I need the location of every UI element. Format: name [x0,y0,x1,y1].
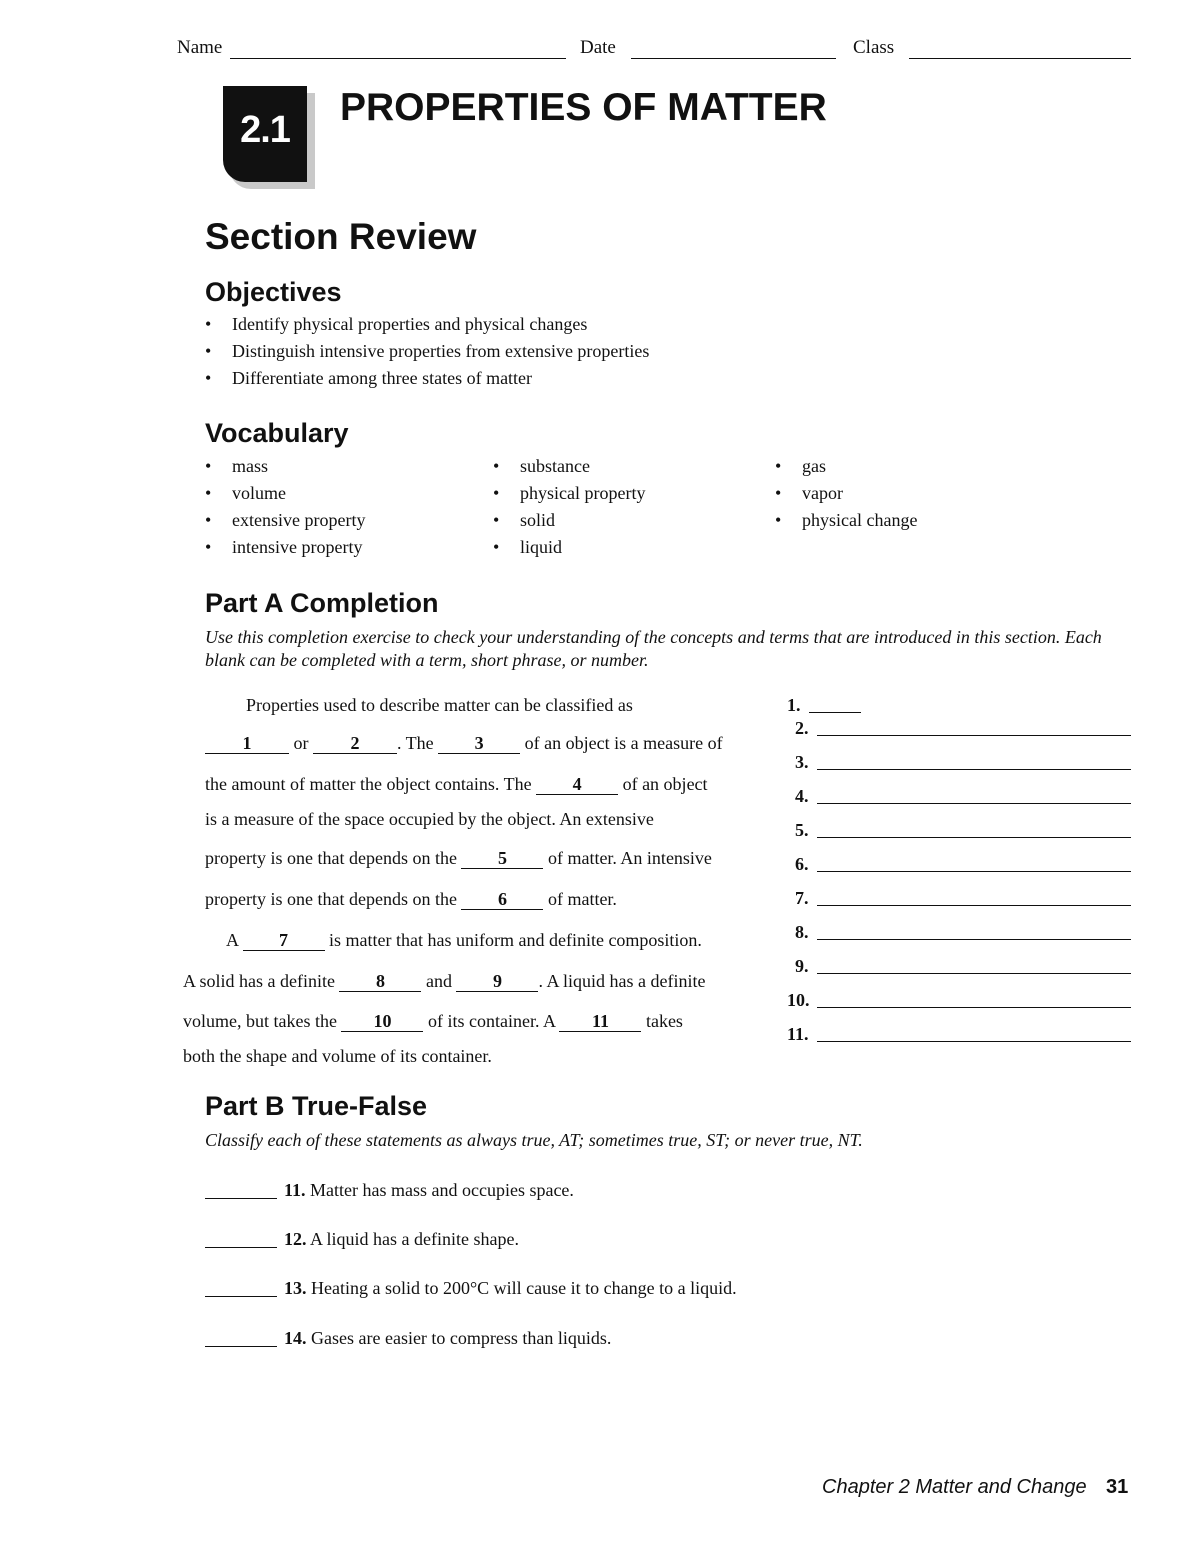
part-b-instructions: Classify each of these statements as always true, AT; sometimes true, ST; or never true, NT. [205,1130,863,1150]
answer-number: 6. [795,854,809,874]
answer-number: 10. [787,990,810,1010]
blank-4: 4 [536,774,618,795]
blank-7: 7 [243,930,325,951]
date-label: Date [580,37,616,58]
text: A solid has a definite [183,971,335,991]
part-a-heading: Part A Completion [205,588,439,618]
paragraph-line [183,1011,683,1032]
statement-text: A liquid has a definite shape. [310,1229,519,1249]
answer-number: 3. [795,752,809,772]
name-field[interactable] [230,58,566,59]
text: property is one that depends on the [205,889,457,909]
vocab-term: • solid [493,507,645,534]
text: of its container. A [427,1011,555,1031]
name-label: Name [177,37,223,58]
vocab-term: • substance [493,453,645,480]
answer-line-5[interactable] [817,837,1131,838]
blank-2: 2 [313,733,397,754]
vocabulary-column-3 [775,453,917,534]
statement-number: 14. [284,1328,307,1348]
paragraph-line [205,733,723,754]
answer-number: 4. [795,786,809,806]
answer-number: 11. [787,1024,809,1044]
vocab-term: • physical change [775,507,917,534]
vocab-term: • mass [205,453,365,480]
answer-number: 8. [795,922,809,942]
vocab-term: • vapor [775,480,917,507]
answer-line-10[interactable] [817,1007,1131,1008]
text: of matter. [547,889,617,909]
answer-number: 5. [795,820,809,840]
tf-statement [284,1278,737,1299]
text: property is one that depends on the [205,848,457,868]
answer-line-7[interactable] [817,905,1131,906]
blank-3: 3 [438,733,520,754]
section-review-heading: Section Review [205,216,477,257]
tf-answer-blank[interactable] [205,1247,277,1248]
text: is matter that has uniform and definite composition. [329,930,702,950]
objective-item: • Distinguish intensive properties from extensive properties [205,338,649,365]
answer-line-1[interactable] [809,712,861,713]
text: the amount of matter the object contains. The [205,774,532,794]
objective-item: • Differentiate among three states of matter [205,365,649,392]
answer-line-11[interactable] [817,1041,1131,1042]
paragraph-line [226,930,702,951]
vocab-term: • liquid [493,534,645,561]
answer-number: 1. [787,695,801,715]
text: of an object is a measure of [524,733,723,753]
vocabulary-column-2 [493,453,645,561]
part-b-heading: Part B True-False [205,1091,428,1121]
text: of matter. An intensive [547,848,712,868]
text: A [226,930,239,950]
tf-statement [284,1229,519,1250]
statement-text: Heating a solid to 200°C will cause it to change to a liquid. [311,1278,737,1298]
class-field[interactable] [909,58,1131,59]
objectives-list [205,311,649,392]
paragraph-line: is a measure of the space occupied by the object. An extensive [205,809,654,829]
paragraph-line [183,971,705,992]
page-title: PROPERTIES OF MATTER [340,86,827,129]
vocab-term: • intensive property [205,534,365,561]
class-label: Class [853,37,895,58]
paragraph-line [205,848,712,869]
vocab-term: • gas [775,453,917,480]
answer-line-2[interactable] [817,735,1131,736]
answer-number: 7. [795,888,809,908]
text: and [425,971,452,991]
footer-chapter: Chapter 2 Matter and Change [822,1476,1087,1498]
answer-line-4[interactable] [817,803,1131,804]
blank-1: 1 [205,733,289,754]
statement-number: 12. [284,1229,307,1249]
blank-8: 8 [339,971,421,992]
tf-answer-blank[interactable] [205,1296,277,1297]
vocab-term: • extensive property [205,507,365,534]
statement-number: 11. [284,1180,306,1200]
paragraph-line: both the shape and volume of its container. [183,1046,492,1066]
tf-answer-blank[interactable] [205,1346,277,1347]
tf-statement [284,1180,574,1201]
statement-text: Gases are easier to compress than liquids. [311,1328,612,1348]
paragraph-line [205,774,708,795]
text: . A liquid has a definite [538,971,706,991]
tf-answer-blank[interactable] [205,1198,277,1199]
vocab-term: • physical property [493,480,645,507]
tf-statement [284,1328,611,1349]
answer-line-8[interactable] [817,939,1131,940]
text: of an object [622,774,708,794]
blank-6: 6 [461,889,543,910]
blank-5: 5 [461,848,543,869]
page-number: 31 [1106,1476,1129,1498]
answer-line-6[interactable] [817,871,1131,872]
objective-item: • Identify physical properties and physical changes [205,311,649,338]
vocabulary-heading: Vocabulary [205,418,349,448]
text: volume, but takes the [183,1011,337,1031]
text: takes [645,1011,683,1031]
answer-number: 9. [795,956,809,976]
paragraph-line [205,889,617,910]
blank-10: 10 [341,1011,423,1032]
statement-text: Matter has mass and occupies space. [310,1180,574,1200]
answer-line-3[interactable] [817,769,1131,770]
answer-number: 2. [795,718,809,738]
blank-11: 11 [559,1011,641,1032]
objectives-heading: Objectives [205,277,342,307]
section-badge: 2.1 [223,86,307,182]
paragraph-line: Properties used to describe matter can be classified as [246,695,633,715]
date-field[interactable] [631,58,836,59]
blank-9: 9 [456,971,538,992]
text: or [293,733,309,753]
part-a-instructions: Use this completion exercise to check your understanding of the concepts and terms that are introduced in this section. Each blank can be completed with a term, short phrase, or number. [205,627,1102,670]
answer-line-9[interactable] [817,973,1131,974]
text: . The [397,733,434,753]
vocab-term: • volume [205,480,365,507]
vocabulary-column-1 [205,453,365,561]
statement-number: 13. [284,1278,307,1298]
